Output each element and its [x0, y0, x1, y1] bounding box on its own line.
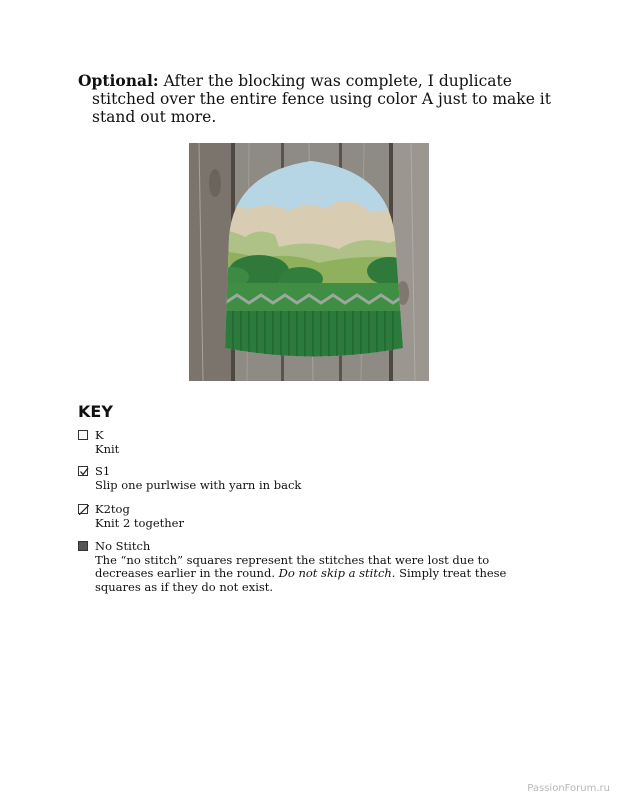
empty-square-icon — [78, 430, 88, 440]
key-item-name: S1 — [95, 464, 111, 478]
key-item-desc: Knit — [95, 441, 120, 456]
key-item-no-stitch — [78, 540, 538, 594]
key-item-desc: Slip one purlwise with yarn in back — [95, 477, 302, 492]
watermark: PassionForum.ru — [527, 783, 610, 794]
key-item-name: No Stitch — [95, 539, 151, 553]
optional-note — [78, 72, 562, 126]
check-square-icon — [78, 466, 88, 476]
key-item-k2tog — [78, 503, 538, 530]
key-title: KEY — [78, 402, 113, 421]
optional-text: After the blocking was complete, I duplicate stitched over the entire fence using color A just to make it stand out more. — [92, 72, 551, 126]
key-item-name: K — [95, 428, 104, 442]
key-item-desc: Knit 2 together — [95, 515, 184, 530]
key-item-name: K2tog — [95, 502, 130, 516]
key-item-knit — [78, 429, 538, 456]
slash-square-icon — [78, 504, 88, 514]
optional-label: Optional: — [78, 71, 159, 90]
key-item-s1 — [78, 465, 538, 492]
key-item-desc: The “no stitch” squares represent the stitches that were lost due to decreases earlier in the round. Do not skip a stitch. Simply treat these squares as if they do not exist. — [95, 552, 507, 594]
filled-square-icon — [78, 541, 88, 551]
hat-photo — [189, 143, 429, 381]
